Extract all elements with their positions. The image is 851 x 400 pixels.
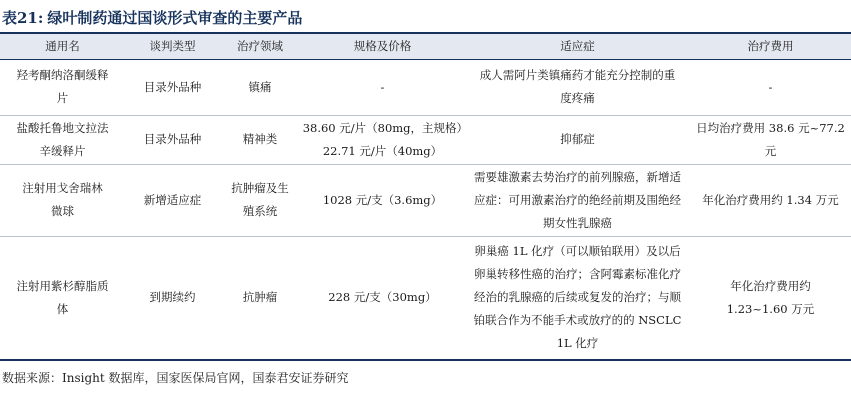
cell-spec-price: 228 元/支（30mg）: [300, 236, 465, 360]
cell-therapeutic-area: 精神类: [220, 115, 300, 164]
table-caption: 绿叶制药通过国谈形式审查的主要产品: [47, 9, 303, 27]
header-spec-price: 规格及价格: [300, 33, 465, 59]
table-number: 表21:: [2, 9, 44, 27]
table-row: [0, 164, 851, 236]
cell-negotiation-type: 目录外品种: [125, 115, 220, 164]
cell-generic-name: 注射用戈舍瑞林微球: [0, 164, 125, 236]
table-row: [0, 115, 851, 164]
header-therapeutic-area: 治疗领域: [220, 33, 300, 59]
cell-indication: 卵巢癌 1L 化疗（可以顺铂联用）及以后卵巢转移性癌的治疗；含阿霉素标准化疗经治的乳腺癌的后续或复发的治疗；与顺铂联合作为不能手术或放疗的的 NSCLC 1L 化疗: [465, 236, 690, 360]
cell-negotiation-type: 到期续约: [125, 236, 220, 360]
cell-spec-price: 1028 元/支（3.6mg）: [300, 164, 465, 236]
table-row: [0, 59, 851, 115]
header-negotiation-type: 谈判类型: [125, 33, 220, 59]
cell-generic-name: 盐酸托鲁地文拉法辛缓释片: [0, 115, 125, 164]
cell-spec-price: 38.60 元/片（80mg，主规格）22.71 元/片（40mg）: [300, 115, 465, 164]
cell-negotiation-type: 新增适应症: [125, 164, 220, 236]
cell-therapeutic-area: 镇痛: [220, 59, 300, 115]
cell-indication: 抑郁症: [465, 115, 690, 164]
cell-therapeutic-area: 抗肿瘤: [220, 236, 300, 360]
cell-treatment-cost: 年化治疗费用约 1.34 万元: [690, 164, 851, 236]
cell-negotiation-type: 目录外品种: [125, 59, 220, 115]
header-indication: 适应症: [465, 33, 690, 59]
cell-indication: 成人需阿片类镇痛药才能充分控制的重度疼痛: [465, 59, 690, 115]
cell-generic-name: 羟考酮纳洛酮缓释片: [0, 59, 125, 115]
products-table: [0, 32, 851, 361]
cell-treatment-cost: 年化治疗费用约 1.23~1.60 万元: [690, 236, 851, 360]
cell-treatment-cost: -: [690, 59, 851, 115]
header-treatment-cost: 治疗费用: [690, 33, 851, 59]
cell-indication: 需要雄激素去势治疗的前列腺癌，新增适应症：可用激素治疗的绝经前期及围绝经期女性乳腺癌: [465, 164, 690, 236]
data-source-note: 数据来源：Insight 数据库，国家医保局官网，国泰君安证券研究: [2, 371, 349, 385]
cell-therapeutic-area: 抗肿瘤及生殖系统: [220, 164, 300, 236]
cell-treatment-cost: 日均治疗费用 38.6 元~77.2 元: [690, 115, 851, 164]
header-generic-name: 通用名: [0, 33, 125, 59]
table-row: [0, 236, 851, 360]
table-title: [2, 6, 302, 30]
cell-spec-price: -: [300, 59, 465, 115]
table-header-row: [0, 33, 851, 59]
cell-generic-name: 注射用紫杉醇脂质体: [0, 236, 125, 360]
